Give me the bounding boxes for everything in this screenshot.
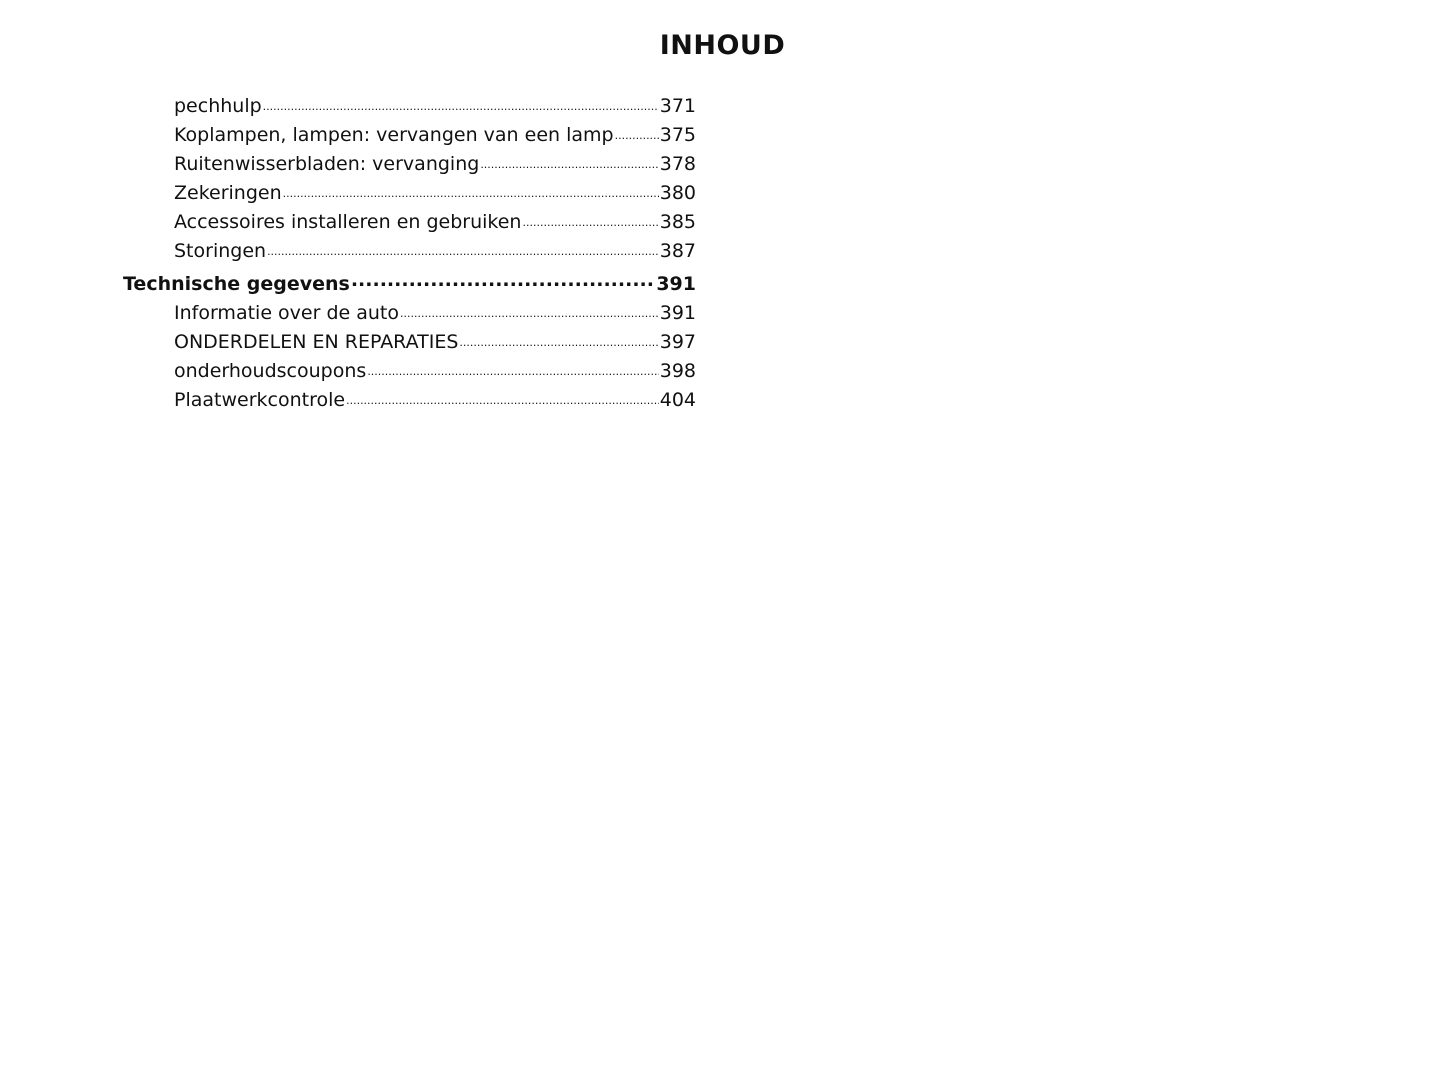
toc-dot-leader	[263, 93, 659, 112]
toc-section-page: 391	[656, 273, 696, 295]
toc-entry-page: 385	[659, 211, 696, 233]
toc-entry-page: 378	[659, 153, 696, 175]
toc-entry-page: 404	[659, 389, 696, 411]
toc-dot-leader	[346, 387, 659, 406]
toc-section-technische-gegevens[interactable]	[123, 271, 696, 300]
toc-entry-accessoires[interactable]	[174, 209, 696, 238]
toc-entry-label: Accessoires installeren en gebruiken	[174, 211, 522, 233]
toc-entry-koplampen[interactable]	[174, 122, 696, 151]
toc-dot-leader	[459, 329, 658, 348]
toc-entry-pechhulp[interactable]	[174, 93, 696, 122]
toc-entry-page: 391	[659, 302, 696, 324]
toc-dot-leader	[351, 271, 655, 290]
toc-entry-onderhoudscoupons[interactable]	[174, 358, 696, 387]
toc-dot-leader	[522, 209, 658, 228]
toc-section-label: Technische gegevens	[123, 273, 350, 295]
toc-dot-leader	[267, 238, 659, 257]
toc-entry-label: ONDERDELEN EN REPARATIES	[174, 331, 459, 353]
toc-entry-label: Ruitenwisserbladen: vervanging	[174, 153, 480, 175]
toc-entry-zekeringen[interactable]	[174, 180, 696, 209]
toc-entry-label: Zekeringen	[174, 182, 282, 204]
toc-dot-leader	[283, 180, 659, 199]
toc-entry-ruitenwisserbladen[interactable]	[174, 151, 696, 180]
toc-entry-label: pechhulp	[174, 95, 262, 117]
toc-entry-page: 380	[659, 182, 696, 204]
toc-entry-page: 398	[659, 360, 696, 382]
toc-entry-label: Koplampen, lampen: vervangen van een lamp	[174, 124, 614, 146]
toc-dot-leader	[480, 151, 658, 170]
toc-entry-storingen[interactable]	[174, 238, 696, 267]
toc-entry-page: 375	[659, 124, 696, 146]
toc-entry-onderdelen[interactable]	[174, 329, 696, 358]
toc-entry-label: Informatie over de auto	[174, 302, 400, 324]
toc-entry-informatie[interactable]	[174, 300, 696, 329]
toc-entry-label: Storingen	[174, 240, 267, 262]
toc-entry-label: onderhoudscoupons	[174, 360, 367, 382]
toc-entry-label: Plaatwerkcontrole	[174, 389, 346, 411]
toc-entry-page: 371	[659, 95, 696, 117]
toc-entry-plaatwerkcontrole[interactable]	[174, 387, 696, 416]
toc-entry-page: 397	[659, 331, 696, 353]
page-title: INHOUD	[659, 30, 786, 61]
toc-dot-leader	[367, 358, 658, 377]
toc-dot-leader	[400, 300, 659, 319]
toc-entry-page: 387	[659, 240, 696, 262]
toc-dot-leader	[615, 122, 659, 141]
